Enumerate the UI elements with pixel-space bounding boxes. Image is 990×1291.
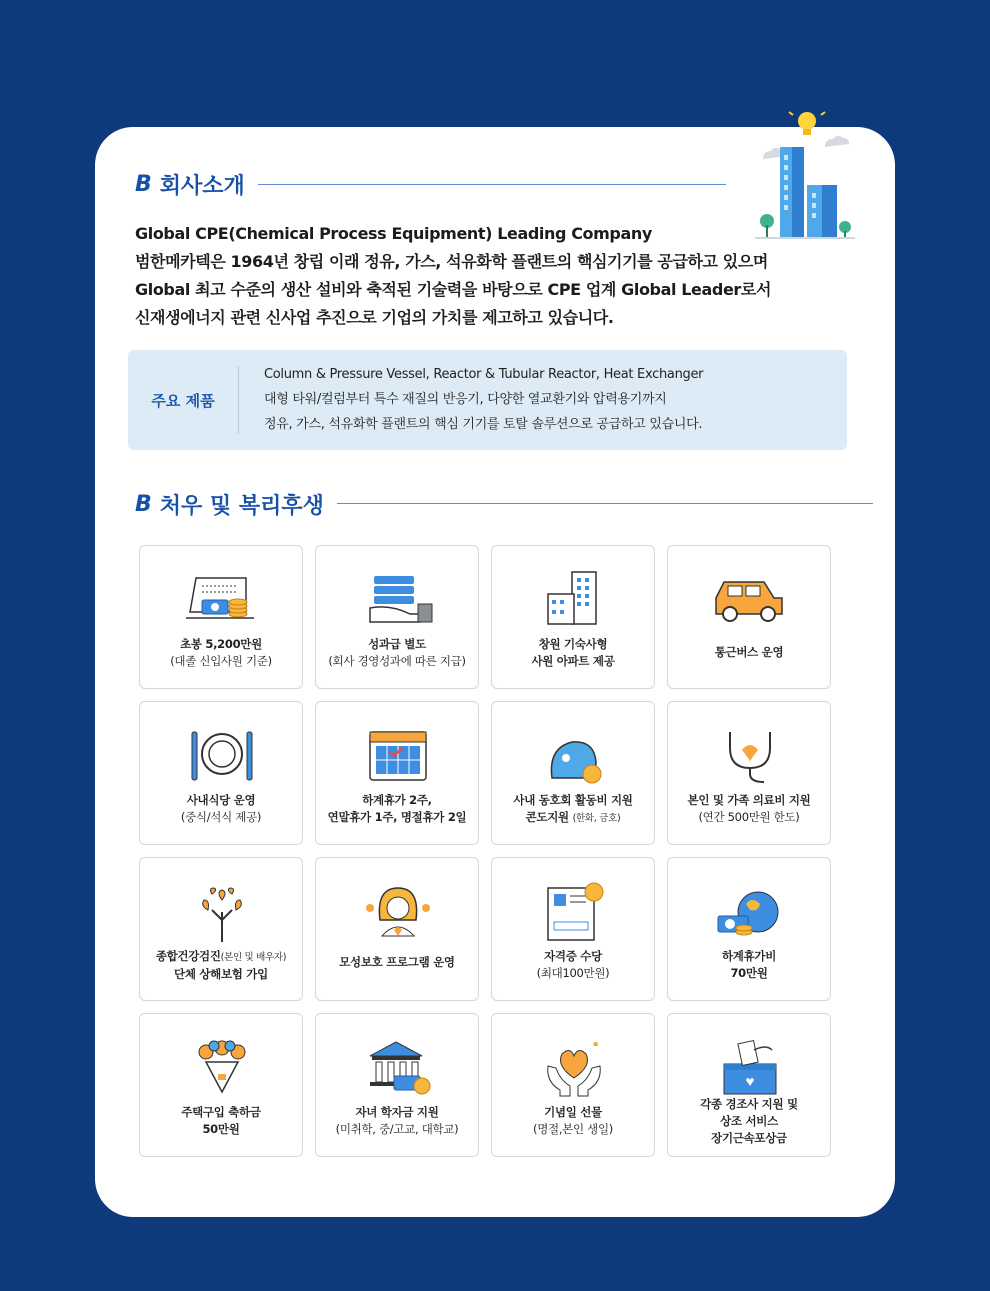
company-heading: 회사소개: [159, 174, 245, 199]
product-line: 정유, 가스, 석유화학 플랜트의 핵심 기기를 토탈 솔루션으로 공급하고 있습니다.: [264, 417, 703, 432]
benefit-tile-anniversary: [491, 1013, 655, 1157]
benefit-detail: (대졸 신입사원 기준): [170, 654, 272, 668]
benefit-title: 초봉 5,200만원: [180, 637, 262, 651]
benefit-tile-bus: [667, 545, 831, 689]
heading-rule: [258, 184, 726, 185]
benefit-tile-tuition: [315, 1013, 479, 1157]
benefit-tile-health: [139, 857, 303, 1001]
health-checkup-icon: [182, 880, 262, 944]
section-badge: B: [135, 172, 152, 197]
product-line: Column & Pressure Vessel, Reactor & Tubular Reactor, Heat Exchanger: [264, 367, 704, 382]
benefit-tile-house: [139, 1013, 303, 1157]
calendar-icon: [358, 724, 438, 788]
benefit-caption: [496, 636, 650, 670]
benefit-detail-extra: 장기근속포상금: [711, 1131, 787, 1145]
benefit-title: 자격증 수당: [544, 949, 602, 963]
benefit-tile-apartment: [491, 545, 655, 689]
main-products-label: 주요 제품: [151, 391, 215, 410]
intro-line: 신재생에너지 관련 신사업 추진으로 기업의 가치를 제고하고 있습니다.: [135, 308, 614, 327]
school-icon: [358, 1036, 438, 1100]
club-icon: [534, 724, 614, 788]
benefit-title: 모성보호 프로그램 운영: [339, 955, 455, 969]
benefit-caption: [672, 792, 826, 826]
salary-icon: [182, 568, 262, 632]
benefit-title: 통근버스 운영: [714, 645, 784, 659]
intro-line: Global 최고 수준의 생산 설비와 축적된 기술력을 바탕으로 CPE 업계 Global Leader로서: [135, 280, 771, 299]
benefit-detail-small: (한화, 금호): [572, 813, 621, 824]
maternity-icon: [358, 880, 438, 944]
benefits-heading: 처우 및 복리후생: [159, 494, 324, 519]
certificate-icon: [534, 880, 614, 944]
benefit-caption: [144, 636, 298, 670]
benefit-title-small: (본인 및 배우자): [220, 952, 287, 963]
benefit-caption: [672, 1096, 826, 1147]
benefit-caption: [672, 948, 826, 982]
benefit-detail: 단체 상해보험 가입: [174, 967, 268, 981]
product-line: 대형 타워/컬럼부터 특수 재질의 반응기, 다양한 열교환기와 압력용기까지: [264, 392, 667, 407]
benefit-title: 하계휴가 2주,: [362, 793, 432, 807]
benefit-detail: 콘도지원: [525, 810, 569, 824]
benefit-detail: 70만원: [730, 966, 768, 980]
main-products-text: [264, 362, 703, 437]
benefit-detail: (최대100만원): [536, 966, 610, 980]
benefit-caption: [672, 644, 826, 661]
bus-icon: [710, 568, 790, 632]
heading-rule: [337, 503, 873, 504]
benefit-caption: [320, 954, 474, 971]
benefit-title: 각종 경조사 지원 및: [700, 1097, 798, 1111]
benefit-detail: (연간 500만원 한도): [698, 810, 800, 824]
vacation-pay-icon: [710, 880, 790, 944]
benefit-tile-family-events: [667, 1013, 831, 1157]
benefits-section-title: [135, 489, 324, 520]
benefit-title: 기념일 선물: [544, 1105, 602, 1119]
benefit-caption: [496, 948, 650, 982]
benefit-title: 사내식당 운영: [186, 793, 256, 807]
benefit-detail: 상조 서비스: [720, 1114, 778, 1128]
benefit-title: 종합건강검진: [155, 949, 221, 963]
benefit-caption: [320, 636, 474, 670]
benefit-caption: [320, 792, 474, 826]
benefit-caption: [496, 792, 650, 827]
divider: [238, 366, 239, 434]
benefit-title: 본인 및 가족 의료비 지원: [687, 793, 811, 807]
bouquet-icon: [182, 1036, 262, 1100]
benefit-title: 사내 동호회 활동비 지원: [513, 793, 633, 807]
benefit-tile-dining: [139, 701, 303, 845]
benefit-title: 창원 기숙사형: [538, 637, 608, 651]
benefit-detail: (회사 경영성과에 따른 지급): [328, 654, 466, 668]
dining-icon: [182, 724, 262, 788]
bonus-icon: [358, 568, 438, 632]
benefit-tile-bonus: [315, 545, 479, 689]
benefit-detail: (미취학, 중/고교, 대학교): [335, 1122, 459, 1136]
section-badge: B: [135, 492, 152, 517]
heart-gift-icon: [534, 1036, 614, 1100]
intro-line: 범한메카텍은 1964년 창립 이래 정유, 가스, 석유화학 플랜트의 핵심기기를 공급하고 있으며: [135, 252, 768, 271]
benefit-caption: [144, 792, 298, 826]
benefit-detail: (명절,본인 생일): [533, 1122, 613, 1136]
benefit-tile-salary: [139, 545, 303, 689]
benefit-caption: [144, 1104, 298, 1138]
benefit-tile-club: [491, 701, 655, 845]
benefit-title: 자녀 학자금 지원: [355, 1105, 439, 1119]
apartment-icon: [534, 568, 614, 632]
content-card: [95, 127, 895, 1217]
benefit-detail: 사원 아파트 제공: [531, 654, 615, 668]
benefit-tile-maternity: [315, 857, 479, 1001]
benefit-tile-certificate: [491, 857, 655, 1001]
benefit-caption: [144, 948, 298, 983]
benefit-title: 성과급 별도: [368, 637, 426, 651]
benefit-caption: [496, 1104, 650, 1138]
benefit-caption: [320, 1104, 474, 1138]
benefit-tile-medical: [667, 701, 831, 845]
benefit-detail: (중식/석식 제공): [180, 810, 262, 824]
medical-icon: [710, 724, 790, 788]
donation-box-icon: [710, 1036, 790, 1100]
company-intro: [135, 220, 825, 332]
benefit-title: 주택구입 축하금: [181, 1105, 261, 1119]
benefit-tile-vacation: [315, 701, 479, 845]
benefit-detail: 연말휴가 1주, 명절휴가 2일: [327, 810, 467, 824]
intro-line: Global CPE(Chemical Process Equipment) Leading Company: [135, 224, 652, 243]
benefit-tile-vacation-pay: [667, 857, 831, 1001]
benefit-title: 하계휴가비: [721, 949, 777, 963]
company-section-title: [135, 169, 245, 200]
benefit-detail: 50만원: [202, 1122, 240, 1136]
main-products-box: [128, 350, 847, 450]
